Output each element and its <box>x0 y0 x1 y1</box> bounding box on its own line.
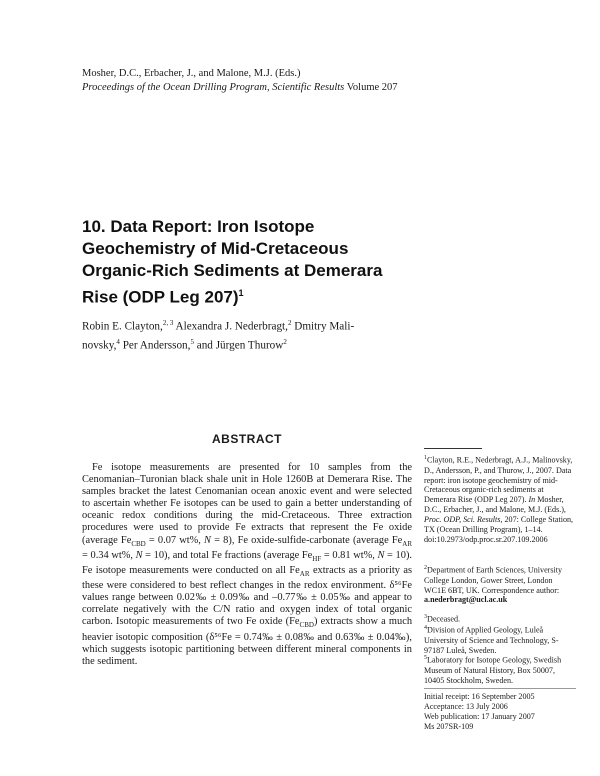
author-andersson: Per Andersson, <box>122 339 191 352</box>
footnote-5: $^5$Laboratory for Isotope Geology, Swedish Museum of Natural History, Box 50007, 10405 Stockholm, Sweden. <box>424 655 562 685</box>
abstract-body: Fe isotope measurements are presented for 10 samples from the Cenomanian–Turonian black shale unit in Hole 1260B at Demerara Rise. The samples bracket the latest Cenomanian ocean anoxic event and were selected to ascertain whether Fe isotopes can be used to gain a better understanding of oceanic redox conditions during the mid-Cretaceous. Three extraction procedures were used to provide Fe extracts that represent the Fe oxide (average $Fe_{CBD} = 0.07$ wt%, N = 8), Fe oxide-sulfide-carbonate (average $Fe_{AR} = 0.34$ wt%, N = 10), and total Fe fractions (average $Fe_{HF} = 0.81$ wt%, N = 10). Fe isotope measurements were conducted on all $Fe_{AR}$ extracts as a priority as these were considered to best reflect changes in the redox environment. δ⁵⁶Fe values range between 0.02‰ ± 0.09‰ and –0.77‰ ± 0.05‰ and appear to correlate negatively with the C/N ratio and oxygen index of total organic carbon. Isotopic measurements of two Fe oxide $(Fe_{CBD})$ extracts show a much heavier isotopic composition (δ⁵⁶Fe = 0.74‰ ± 0.08‰ and 0.63‰ ± 0.04‰), which suggests isotopic partitioning between different mineral components in the sediment. <box>82 462 413 667</box>
volume-editors: Mosher, D.C., Erbacher, J., and Malone, M.J. (Eds.) <box>82 68 301 79</box>
author-malinovsky-a: Dmitry Mali- <box>294 320 355 333</box>
title-line-1: 10. Data Report: Iron Isotope <box>82 217 315 236</box>
author-clayton-affil[interactable]: 2, 3 <box>162 319 174 327</box>
title-footnote-mark[interactable]: 1 <box>238 288 244 298</box>
acceptance-date: Acceptance: 13 July 2006 <box>424 701 508 711</box>
manuscript-number: Ms 207SR-109 <box>424 721 474 731</box>
proceedings-title: Proceedings of the Ocean Drilling Program, Scientific Results <box>82 82 345 93</box>
publication-dates <box>424 692 576 732</box>
author-andersson-affil[interactable]: 5 <box>190 337 194 346</box>
footnote-3: $^3$Deceased. <box>424 614 461 624</box>
title-line-3: Organic-Rich Sediments at Demerara <box>82 261 383 280</box>
author-malinovsky-b: novsky, <box>82 339 117 352</box>
author-clayton: Robin E. Clayton, <box>82 320 163 333</box>
dates-rule <box>424 688 576 689</box>
author-thurow-affil[interactable]: 2 <box>283 337 287 346</box>
initial-receipt: Initial receipt: 16 September 2005 <box>424 692 535 701</box>
title-line-4-text: Rise (ODP Leg 207) <box>82 287 239 307</box>
title-line-2: Geochemistry of Mid-Cretaceous <box>82 239 349 258</box>
author-list <box>82 316 412 353</box>
author-nederbragt-affil[interactable]: 2 <box>287 319 292 327</box>
correspondence-email-link[interactable]: a.nederbragt@ucl.ac.uk <box>424 595 508 605</box>
footnote-rule <box>424 448 482 449</box>
title-line-4 <box>82 282 422 309</box>
volume-number: Volume 207 <box>346 82 398 93</box>
proceedings-line <box>82 82 398 93</box>
paper-title <box>82 216 422 309</box>
author-nederbragt: Alexandra J. Nederbragt, <box>175 320 288 333</box>
footnote-1: $^1$Clayton, R.E., Nederbragt, A.J., Malinovsky, D., Andersson, P., and Thurow, J., 2007. Data report: iron isotope geochemistry of mid-Cretaceous organic-rich sediments at Demerara Rise (ODP Leg 207). In Mosher, D.C., Erbacher, J., and Malone, M.J. (Eds.), Proc. ODP, Sci. Results, 207: College Station, TX (Ocean Drilling Program), 1–14. doi:10.2973/odp.proc.sr.207.109.2006 <box>424 455 574 544</box>
author-malinovsky-affil[interactable]: 4 <box>116 337 120 346</box>
author-thurow: and Jürgen Thurow <box>196 339 284 352</box>
abstract-heading: ABSTRACT <box>212 432 282 446</box>
footnote-2: $^2$Department of Earth Sciences, University College London, Gower Street, London WC1E 6BT, UK. Correspondence author: a.nederbragt@ucl.ac.uk <box>424 565 563 605</box>
footnote-4: $^4$Division of Applied Geology, Luleå University of Science and Technology, S-97187 Luleå, Sweden. <box>424 625 559 655</box>
web-publication-date: Web publication: 17 January 2007 <box>424 711 535 721</box>
